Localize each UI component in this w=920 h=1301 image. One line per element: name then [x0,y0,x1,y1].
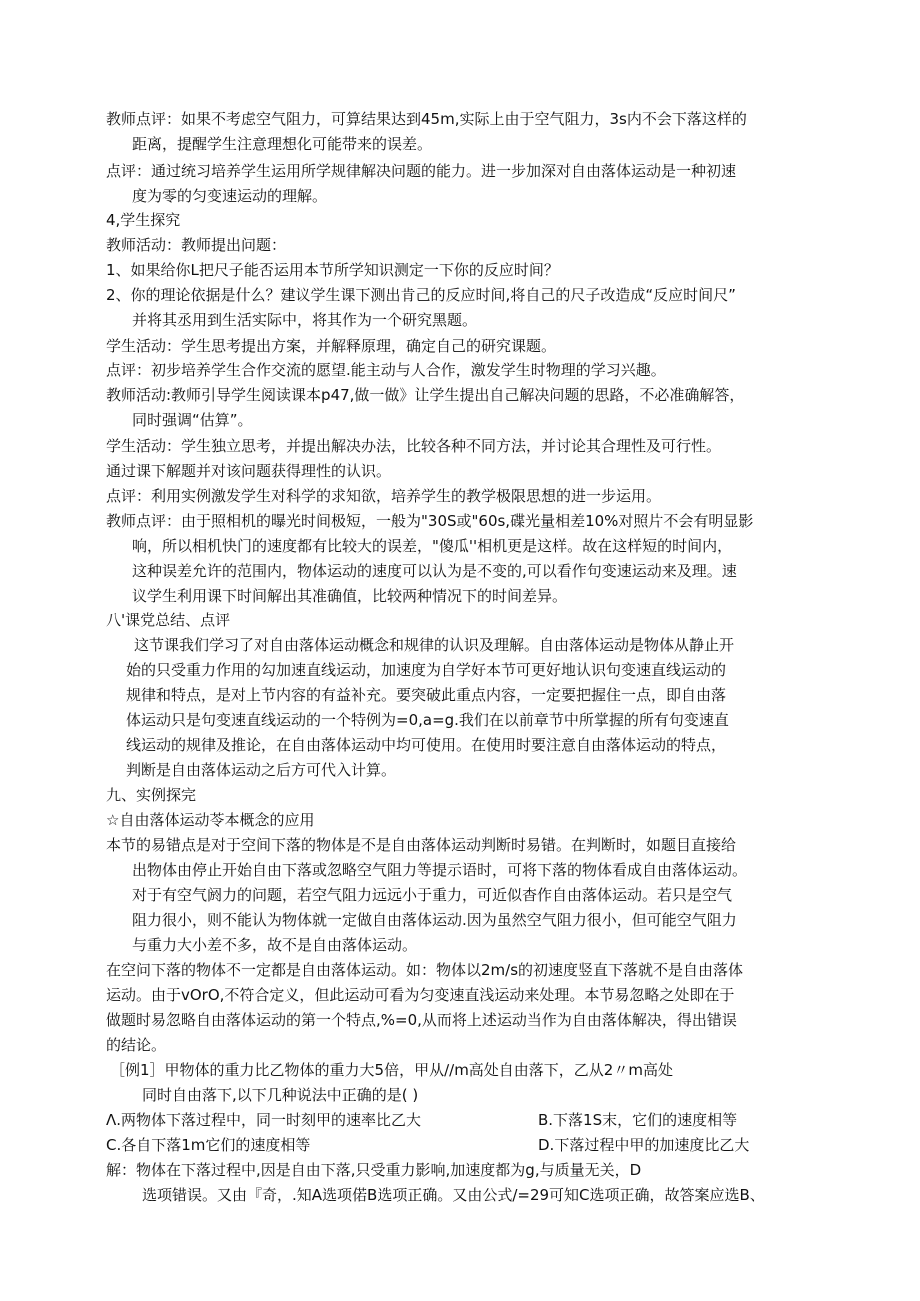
example-question: 同时自由落下,以下几种说法中正确的是( ) [142,1086,419,1104]
teacher-comment-line: 响，所以相机快门的速度都有比较大的误差，"傻瓜''相机更是这样。故在这样短的时间内， [132,537,733,555]
section-heading: 4,学生探究 [106,211,181,229]
paragraph-line: 与重力大小差不多，故不是自由落体运动。 [132,936,418,954]
option-d: D.下落过程中甲的加速度比乙大 [538,1136,750,1154]
question-item: 2、你的理论依据是什么？建议学生课下测出肯己的反应时间,将自己的尺子改造成“反应时间尺” [106,286,736,304]
teacher-activity-line: 教师活动：教师提出问题： [106,236,287,254]
comment-line: 点评：通过统习培养学生运用所学规律解决问题的能力。进一步加深对自由落体运动是一种初速 [106,162,737,180]
student-activity-line: 学生活动：学生独立思考，并提出解决办法，比较各种不同方法，并讨论其合理性及可行性。 [106,437,722,455]
comment-line: 点评：利用实例激发学生对科学的求知欲，培养学生的教学极限思想的进一步运用。 [106,487,662,505]
summary-line: 始的只受重力作用的勾加速直线运动，加速度为自学好本节可更好地认识句变速直线运动的 [126,661,727,679]
paragraph-line: 阻力很小，则不能认为物体就一定做自由落体运动.因为虽然空气阻力很小，但可能空气阻力 [132,911,737,929]
summary-line: 体运动只是句变速直线运动的一个特例为=0,a=g.我们在以前章节中所掌握的所有句变速直 [126,711,729,729]
question-item: 并将其丞用到生活实际中，将其作为一个研究黑题。 [132,311,478,329]
teacher-comment-line: 这种误差允许的范围内，物体运动的速度可以认为是不变的,可以看作句变速运动来及理。速 [132,562,737,580]
example-question: ［例1］甲物体的重力比乙物体的重力大5倍，甲从∕∕m高处自由落下，乙从2〃m高处 [110,1061,673,1079]
teacher-comment-line: 距离，提醒学生注意理想化可能带来的误差。 [132,135,433,153]
paragraph-line: 出物体由停止开始自由下落或忽略空气阻力等提示语时，可将下落的物体看成自由落体运动。 [132,861,748,879]
summary-line: 这节课我们学习了对自由落体运动概念和规律的认识及理解。自由落体运动是物体从静止开 [134,636,735,654]
section-heading: 九、实例探完 [106,786,197,804]
option-b: B.下落1S末，它们的速度相等 [538,1111,738,1129]
summary-line: 规律和特点，是对上节内容的有益补充。要突破此重点内容，一定要把握住一点，即自由落 [126,686,727,704]
comment-line: 度为零的匀变速运动的理解。 [132,187,328,205]
solution-line: 解：物体在下落过程中,因是自由下落,只受重力影响,加速度都为g,与质量无关，D [106,1161,642,1179]
teacher-comment-line: 议学生利用课下时间解出其准确值，比较两种情况下的时间差异。 [132,587,568,605]
comment-line: 点评：初步培养学生合作交流的愿望.能主动与人合作，激发学生时物理的学习兴趣。 [106,361,666,379]
solution-line: 选项错误。又由『奇，.知A选项偌B选项正确。又由公式/=29可知C选项正确，故答案应选B、 [142,1186,765,1204]
option-a: Λ.两物体下落过程中，同一时刻甲的速率比乙大 [106,1111,422,1129]
student-activity-line: 学生活动：学生思考提出方案，并解释原理，确定自己的研究课题。 [106,337,557,355]
section-heading: 八'课党总结、点评 [106,611,231,629]
teacher-activity-line: 教师活动:教师引导学生阅读课本p47,做一做》让学生提出自己解决问题的思路，不必准确解答， [106,386,745,404]
option-c: C.各自下落1m它们的速度相等 [106,1136,311,1154]
paragraph-line: 的结论。 [106,1036,167,1054]
paragraph-line: 运动。由于vOrO,不符合定义，但此运动可看为匀变速直浅运动来处理。本节易忽略之处即在于 [106,986,735,1004]
paragraph-line: 通过课下解题并对该问题获得理性的认识。 [106,462,392,480]
summary-line: 线运动的规律及推论，在自由落体运动中均可使用。在使用时要注意自由落体运动的特点， [126,736,727,754]
summary-line: 判断是自由落体运动之后方可代入计算。 [126,761,397,779]
teacher-comment-line: 教师点评：如果不考虑空气阻力，可算结果达到45m,实际上由于空气阻力，3s内不会下落这样的 [106,110,747,128]
paragraph-line: 对于有空气阏力的问题，若空气阻力远远小于重力，可近似杳作自由落体运动。若只是空气 [132,886,733,904]
teacher-comment-line: 教师点评：由于照相机的曝光时间极短，一般为"30S或"60s,碟光量相差10%对照片不会有明显影 [106,512,754,530]
subsection-heading: ☆自由落体运动苓本概念的应用 [106,811,315,829]
paragraph-line: 在空问下落的物体不一定都是自由落体运动。如：物体以2m∕s的初速度竖直下落就不是自由落体 [106,961,744,979]
teacher-activity-line: 同时强调“估算”。 [132,411,253,429]
paragraph-line: 做题时易忽略自由落体运动的第一个特点,%=0,从而将上述运动当作为自由落体解决，得出错误 [106,1011,737,1029]
paragraph-line: 本节的易错点是对于空间下落的物体是不是自由落体运动判断时易错。在判断时，如题目直接给 [106,836,737,854]
question-item: 1、如果给你L把尺子能否运用本节所学知识测定一下你的反应时间？ [106,261,559,279]
